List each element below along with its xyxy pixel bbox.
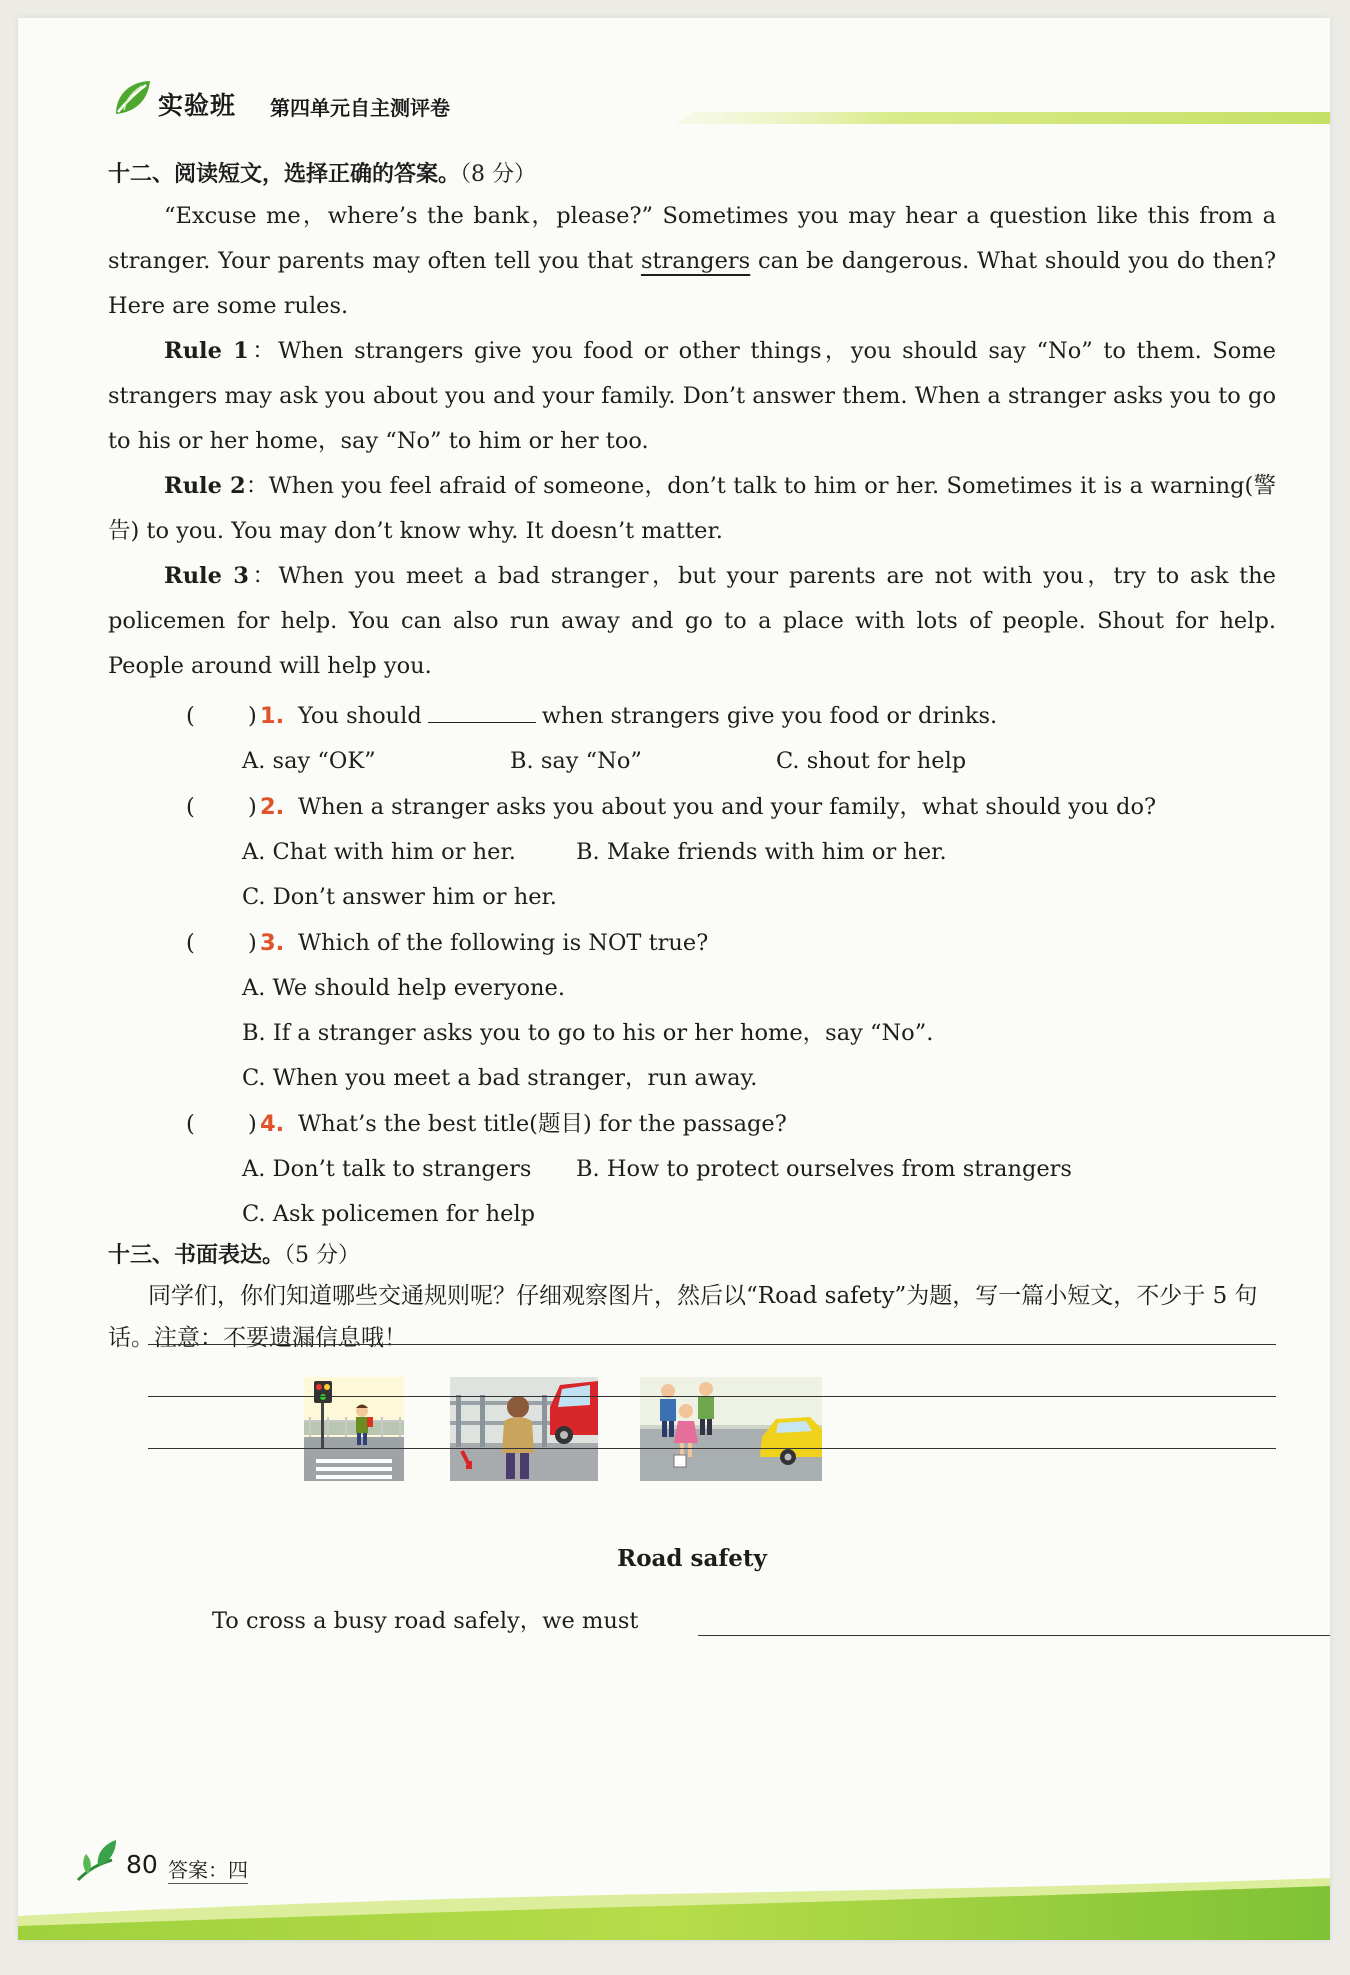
question-2-options-row-2 xyxy=(108,875,1276,920)
rule-3 xyxy=(108,554,1276,689)
intro-text-a: “Excuse me，where’s the bank，please?” Sometimes you may hear a question like this from a stranger. Your parents may often tell you that xyxy=(108,203,1276,274)
question-number: 2. xyxy=(260,794,285,820)
question-3-option-b-row xyxy=(108,1011,1276,1056)
writing-line-3[interactable] xyxy=(148,1396,1276,1397)
leaf-logo-icon xyxy=(112,78,154,118)
answer-blank[interactable] xyxy=(428,694,536,723)
answer-paren-right: ) xyxy=(248,930,257,956)
answer-paren-left: ( xyxy=(186,703,195,729)
answer-reference: 答案：四 xyxy=(168,1854,248,1884)
rule-3-text: ：When you meet a bad stranger，but your parents are not with you，try to ask the policemen for help. You can also run away and go to a place with lots of people. Shout for help. People around will help you. xyxy=(108,563,1276,679)
passage-intro xyxy=(108,194,1276,329)
traffic-light-crossing-picture xyxy=(304,1377,404,1481)
question-text-part-b: when strangers give you food or drinks. xyxy=(541,703,998,729)
question-2-options-row-1 xyxy=(108,830,1276,875)
essay-lead-in: To cross a busy road safely，we must xyxy=(212,1608,639,1634)
essay-title: Road safety xyxy=(617,1545,767,1572)
option-b[interactable]: B. If a stranger asks you to go to his or her home，say “No”. xyxy=(242,1020,934,1046)
underlined-word: strangers xyxy=(640,248,751,274)
page-header xyxy=(96,64,1326,134)
section-13-score: （5 分） xyxy=(284,1243,361,1268)
question-4-options-row-2 xyxy=(108,1192,1276,1237)
question-4 xyxy=(108,1101,1276,1147)
question-number: 3. xyxy=(260,930,285,956)
question-text: When a stranger asks you about you and your family，what should you do? xyxy=(298,794,1157,820)
rule-1-label: Rule 1 xyxy=(164,338,249,364)
option-b[interactable]: B. say “No” xyxy=(510,748,642,774)
question-number: 1. xyxy=(260,703,285,729)
writing-line-4[interactable] xyxy=(148,1448,1276,1449)
option-b[interactable]: B. Make friends with him or her. xyxy=(576,839,947,865)
section-12-heading xyxy=(108,156,1276,194)
option-c[interactable]: C. When you meet a bad stranger，run away. xyxy=(242,1065,758,1091)
answer-paren-left: ( xyxy=(186,794,195,820)
question-number: 4. xyxy=(260,1111,285,1137)
answer-paren-left: ( xyxy=(186,930,195,956)
answer-paren-left: ( xyxy=(186,1111,195,1137)
rule-2 xyxy=(108,464,1276,554)
question-3-option-c-row xyxy=(108,1056,1276,1101)
question-text: Which of the following is NOT true? xyxy=(298,930,709,956)
header-stripe xyxy=(674,112,1330,124)
writing-instruction: 同学们，你们知道哪些交通规则呢？仔细观察图片，然后以“Road safety”为题，写一篇小短文，不少于 5 句话。注意：不要遗漏信息哦！ xyxy=(108,1283,1258,1351)
answer-paren-right: ) xyxy=(248,703,257,729)
rule-1-text: ：When strangers give you food or other things，you should say “No” to them. Some strangers may ask you about you and your family. Don’t answer them. When a stranger asks you to go to his or her home，say “No” to him or her too. xyxy=(108,338,1276,454)
question-text xyxy=(298,693,997,739)
question-text-part-a: You should xyxy=(298,703,422,729)
page-number: 80 xyxy=(126,1850,158,1879)
option-a[interactable]: A. Don’t talk to strangers xyxy=(242,1156,532,1182)
question-4-options-row-1 xyxy=(108,1147,1276,1192)
option-c[interactable]: C. Ask policemen for help xyxy=(242,1201,536,1227)
road-safety-pictures xyxy=(108,1377,1276,1525)
question-3 xyxy=(108,920,1276,966)
option-c[interactable]: C. shout for help xyxy=(776,748,967,774)
rule-2-text: ：When you feel afraid of someone，don’t talk to him or her. Sometimes it is a warning(警告) to you. You may don’t know why. It doesn’t matter. xyxy=(108,473,1276,544)
footer-green-wave xyxy=(18,1876,1330,1940)
option-b[interactable]: B. How to protect ourselves from strangers xyxy=(576,1156,1072,1182)
question-1-options xyxy=(108,739,1276,784)
worksheet-page xyxy=(18,18,1330,1940)
answer-paren-right: ) xyxy=(248,1111,257,1137)
essay-first-line xyxy=(108,1591,1276,1647)
section-13-heading xyxy=(108,1237,1276,1275)
rule-2-label: Rule 2 xyxy=(164,473,246,499)
answer-paren-right: ) xyxy=(248,794,257,820)
option-a[interactable]: A. We should help everyone. xyxy=(242,975,566,1001)
option-a[interactable]: A. Chat with him or her. xyxy=(242,839,516,865)
railing-car-picture xyxy=(450,1377,598,1481)
children-crossing-picture xyxy=(640,1377,822,1481)
writing-line-1[interactable] xyxy=(698,1635,1330,1636)
question-1 xyxy=(108,693,1276,739)
intro-text-b: can be dangerous. What should you do then? Here are some rules. xyxy=(108,248,1277,319)
option-c[interactable]: C. Don’t answer him or her. xyxy=(242,884,557,910)
section-13-title: 十三、书面表达。 xyxy=(108,1243,285,1268)
rule-3-label: Rule 3 xyxy=(164,563,249,589)
page-content xyxy=(108,156,1276,1647)
section-12-score: （8 分） xyxy=(460,162,537,187)
unit-title: 第四单元自主测评卷 xyxy=(270,96,450,120)
option-a[interactable]: A. say “OK” xyxy=(242,748,376,774)
question-2 xyxy=(108,784,1276,830)
brand-name: 实验班 xyxy=(158,91,237,120)
question-text: What’s the best title(题目) for the passage? xyxy=(298,1111,787,1137)
section-12-title: 十二、阅读短文，选择正确的答案。 xyxy=(108,162,461,187)
rule-1 xyxy=(108,329,1276,464)
question-3-option-a-row xyxy=(108,966,1276,1011)
writing-line-2[interactable] xyxy=(148,1344,1276,1345)
